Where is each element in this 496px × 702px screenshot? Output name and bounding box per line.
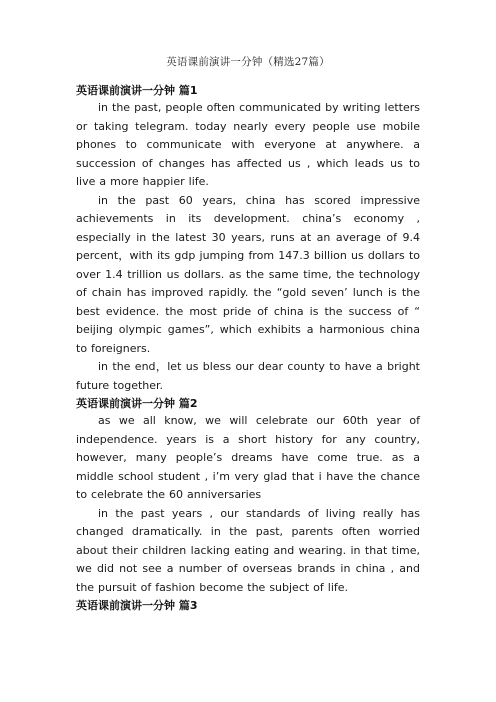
paragraph: in the past, people often communicated by writing letters or taking telegram. today nearly every people use mobile phones to communicate with everyone at anywhere. a succession of changes has affected us , which leads us to live a more happier life.	[76, 101, 420, 188]
document-body	[76, 82, 420, 614]
document-title: 英语课前演讲一分钟（精选27篇）	[166, 56, 330, 68]
paragraph: in the past years , our standards of living really has changed dramatically. in the past, parents often worried about their children lacking eating and wearing. in that time, we did not see a number of overseas brands in china , and the pursuit of fashion become the subject of life.	[76, 506, 420, 594]
section-3	[76, 597, 420, 614]
paragraph: as we all know, we will celebrate our 60th year of independence. years is a short history for any country, however, many people’s dreams have come true. as a middle school student , i’m very glad that i have the chance to celebrate the 60 anniversaries	[76, 414, 420, 501]
section-2	[76, 395, 420, 597]
paragraph: in the past 60 years, china has scored impressive achievements in its development. china’s economy , especially in the latest 30 years, runs at an average of 9.4 percent，with its gdp jumping from 147.3 billion us dollars to over 1.4 trillion us dollars. as the same time, the technology of chain has improved rapidly. the “gold seven’ lunch is the best evidence. the most pride of china is the success of “ beijing olympic games”, which exhibits a harmonious china to foreigners.	[76, 193, 420, 355]
section-heading: 英语课前演讲一分钟 篇2	[76, 397, 198, 410]
section-heading: 英语课前演讲一分钟 篇3	[76, 599, 198, 612]
section-1	[76, 82, 420, 395]
paragraph: in the end，let us bless our dear county to have a bright future together.	[76, 360, 420, 392]
section-heading: 英语课前演讲一分钟 篇1	[76, 84, 198, 97]
